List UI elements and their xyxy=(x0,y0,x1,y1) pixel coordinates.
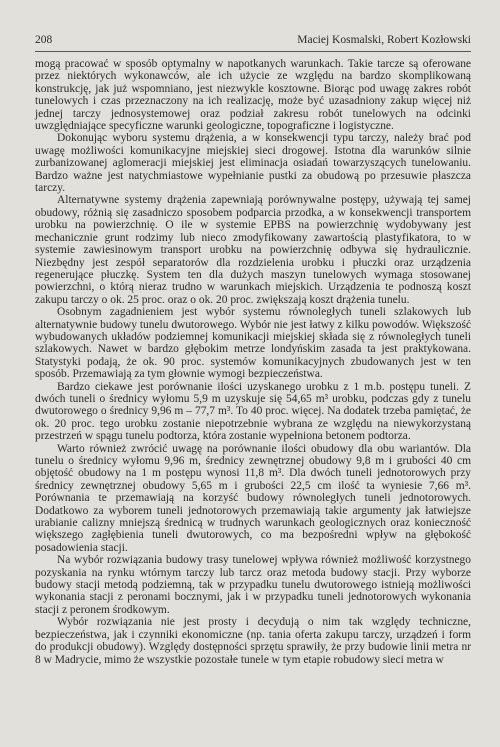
body-text xyxy=(35,58,471,666)
paragraph: Alternatywne systemy drążenia zapewniają porównywalne postępy, używają tej samej obudowy, różnią się zasadniczo sposobem podparcia przodka, a w konsekwencji transportem urobku na powierzchnię. O ile w systemie EPBS na powierzchnię wydobywany jest mechanicznie grunt rodzimy lub nieco zmodyfikowany zawartością plastyfikatora, to w systemie zawiesinowym transport urobku na powierzchnię odbywa się hydraulicznie. Niezbędny jest zespół separatorów dla rozdzielenia urobku i płuczki oraz urządzenia regenerujące płuczkę. System ten dla dużych maszyn tunelowych wymaga stosowanej powierzchni, o którą nieraz trudno w warunkach miejskich. Urządzenia te podnoszą koszt zakupu tarczy o ok. 25 proc. oraz o ok. 20 proc. zwiększają koszt drążenia tunelu. xyxy=(35,194,471,306)
paragraph: Bardzo ciekawe jest porównanie ilości uzyskanego urobku z 1 m.b. postępu tuneli. Z dwóch tuneli o średnicy wyłomu 5,9 m uzyskuje się 54,65 m³ urobku, podczas gdy z tunelu dwutorowego o średnicy 9,96 m – 77,7 m³. To 40 proc. więcej. Na dodatek trzeba pamiętać, że ok. 20 proc. tego urobku zostanie niepotrzebnie wybrana ze względu na niewykorzystaną przestrzeń w spągu tunelu podtorza, która zostanie wypełniona betonem podtorza. xyxy=(35,380,471,443)
header-rule xyxy=(35,51,471,52)
paragraph: Warto również zwrócić uwagę na porównanie ilości obudowy dla obu wariantów. Dla tunelu o średnicy wyłomu 9,96 m, średnicy zewnętrznej obudowy 9,8 m i grubości 40 cm objętość obudowy na 1 m postępu wynosi 11,8 m³. Dla dwóch tuneli jednotorowych przy średnicy zewnętrznej obudowy 5,65 m i grubości 22,5 cm ilość ta wyniesie 7,66 m³. Porównania te przemawiają na korzyść budowy równoległych tuneli jednotorowych. Dodatkowo za wyborem tuneli jednotorowych przemawiają takie argumenty jak łatwiejsze urabianie calizny mniejszą średnicą w trudnych warunkach geologicznych oraz konieczność większego zagłębienia tuneli dwutorowych, co ma bezpośredni wpływ na głębokość posadowienia stacji. xyxy=(35,442,471,554)
running-header-authors: Maciej Kosmalski, Robert Kozłowski xyxy=(297,34,471,46)
running-header xyxy=(35,34,471,50)
paragraph: Dokonując wyboru systemu drążenia, a w konsekwencji typu tarczy, należy brać pod uwagę możliwości komunikacyjne miejskiej sieci drogowej. Istotna dla warunków silnie zurbanizowanej aglomeracji miejskiej jest eliminacja osiadań towarzyszących tunelowaniu. Bardzo ważne jest natychmiastowe wypełnianie pustki za obudową po przesuwie płaszcza tarczy. xyxy=(35,132,471,195)
page-number: 208 xyxy=(35,34,53,46)
paragraph: mogą pracować w sposób optymalny w napotkanych warunkach. Takie tarcze są oferowane przez niektórych wykonawców, ale ich użycie ze względu na bardzo skomplikowaną konstrukcję, jak już wspomniano, jest niezwykle kosztowne. Biorąc pod uwagę zakres robót tunelowych i czas przeznaczony na ich realizację, może być uzasadniony zakup więcej niż jednej tarczy jednosystemowej oraz podział zakresu robót tunelowych na odcinki uwzględniające specyficzne warunki geologiczne, topograficzne i logistyczne. xyxy=(35,58,471,133)
paragraph: Osobnym zagadnieniem jest wybór systemu równoległych tuneli szlakowych lub alternatywnie budowy tunelu dwutorowego. Wybór nie jest łatwy z kilku powodów. Większość wybudowanych układów podziemnej komunikacji miejskiej składa się z równoległych tuneli szlakowych. Nawet w bardzo głębokim metrze londyńskim zasada ta jest praktykowana. Statystyki podają, że ok. 90 proc. systemów komunikacyjnych zbudowanych jest w ten sposób. Przemawiają za tym głownie wymogi bezpieczeństwa. xyxy=(35,306,471,381)
paragraph: Na wybór rozwiązania budowy trasy tunelowej wpływa również możliwość korzystnego pozyskania na rynku wtórnym tarczy lub tarcz oraz metoda budowy stacji. Przy wyborze budowy stacji metodą podziemną, tak w przypadku tunelu dwutorowego istnieją możliwości wykonania stacji z peronami bocznymi, jak i w przypadku tuneli jednotorowych wykonania stacji z peronem środkowym. xyxy=(35,554,471,616)
paragraph: Wybór rozwiązania nie jest prosty i decydują o nim tak względy techniczne, bezpieczeństwa, jak i czynniki ekonomiczne (np. tania oferta zakupu tarczy, urządzeń i form do produkcji obudowy). Względy dostępności sprzętu sprawiły, że przy budowie linii metra nr 8 w Madrycie, mimo że wszystkie pozostałe tunele w tym etapie robudowy sieci metra w xyxy=(35,616,471,666)
